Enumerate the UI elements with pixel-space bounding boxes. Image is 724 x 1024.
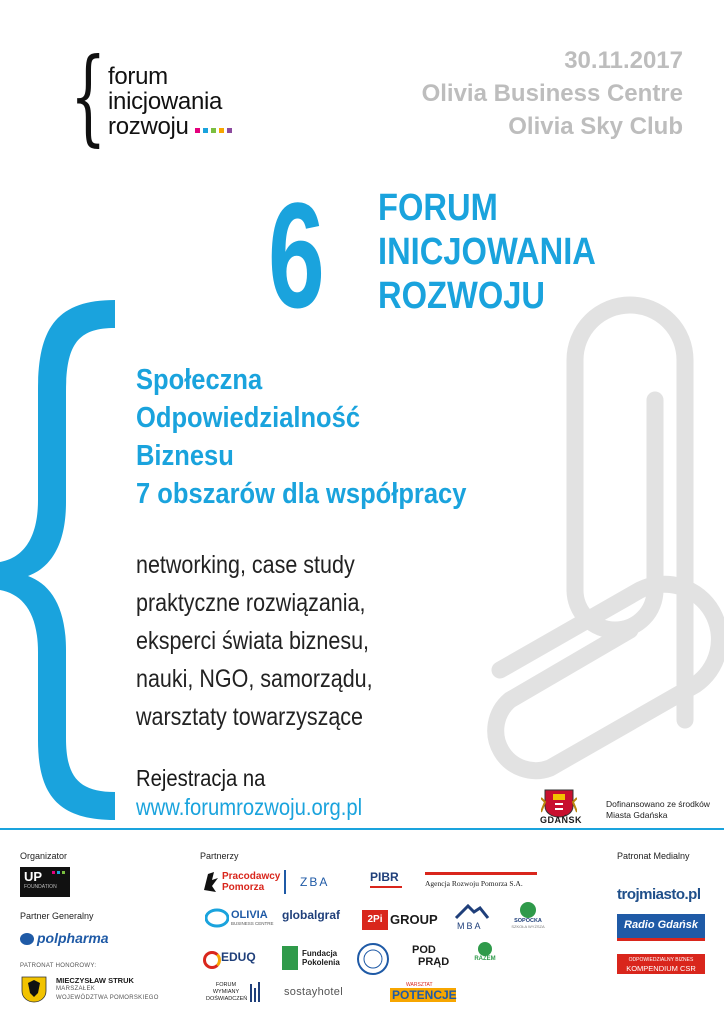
headline-line-2: Odpowiedzialność (136, 402, 361, 434)
title-line-1: FORUM (378, 187, 498, 229)
honorary-patron: MIECZYSŁAW STRUK MARSZAŁEK WOJEWÓDZTWA POMORSKIEGO (56, 976, 159, 1001)
headline (136, 361, 466, 513)
registration-link[interactable]: www.forumrozwoju.org.pl (136, 794, 363, 820)
organizer-logo: UP FOUNDATION (20, 867, 70, 897)
edition-number: 6 (268, 171, 325, 339)
forum-wymiany-logo: FORUM WYMIANY DOŚWIADCZEŃ (206, 982, 264, 1014)
griffin-icon (200, 870, 220, 894)
mba-mountain-icon (452, 902, 492, 920)
polpharma-logo: polpharma (20, 930, 109, 946)
details-line-1: networking, case study (136, 551, 355, 579)
eduq-logo: EDUQ (203, 948, 263, 970)
eduq-ring-icon (203, 951, 221, 969)
forum-title (378, 186, 596, 318)
title-line-2: INICJOWANIA (378, 231, 596, 273)
registration-label: Rejestracja na (136, 765, 266, 791)
details-line-3: eksperci świata biznesu, (136, 627, 370, 655)
cofunding-line-2: Miasta Gdańska (606, 810, 668, 820)
details-line-5: warsztaty towarzyszące (136, 703, 364, 731)
trojmiasto-logo: trojmiasto.pl (617, 886, 701, 903)
honorary-label: PATRONAT HONOROWY: (20, 963, 97, 969)
olivia-swirl-icon (205, 907, 229, 929)
partners-label: Partnerzy (200, 851, 239, 861)
event-venue-1: Olivia Business Centre (421, 80, 683, 107)
olivia-logo: OLIVIA BUSINESS CENTRE (205, 907, 277, 931)
details-line-4: nauki, NGO, samorządu, (136, 665, 373, 693)
warsztat-potencje-logo: WARSZTAT POTENCJE (392, 982, 457, 1002)
pracodawcy-pomorza-logo: Pracodawcy Pomorza (200, 868, 280, 896)
2pi-group-logo: 2Pi GROUP (362, 910, 436, 930)
headline-line-4: 7 obszarów dla współpracy (136, 478, 467, 510)
kompendium-csr-logo: ODPOWIEDZIALNY BIZNES KOMPENDIUM CSR (617, 954, 705, 974)
details-line-2: praktyczne rozwiązania, (136, 589, 366, 617)
details-list (136, 546, 373, 736)
logo-dots-icon (192, 114, 232, 139)
zba-logo: ZBA (284, 870, 348, 894)
event-info (422, 44, 683, 143)
event-date: 30.11.2017 (564, 47, 683, 74)
seal-logo-icon (356, 942, 390, 976)
cofunding-note (606, 799, 710, 821)
headline-line-1: Społeczna (136, 364, 263, 396)
fundacja-mark-icon (282, 946, 298, 970)
logo-line-1: forum (108, 63, 168, 90)
paperclip-decoration-icon (480, 290, 724, 790)
cofunding-line-1: Dofinansowano ze środków (606, 799, 710, 809)
organizer-label: Organizator (20, 851, 68, 861)
arp-logo: Agencja Rozwoju Pomorza S.A. (425, 872, 537, 895)
large-brace-icon (0, 300, 120, 820)
pomorskie-crest-icon (20, 975, 48, 1003)
globalgraf-logo: globalgraf (282, 908, 341, 922)
event-venue-2: Olivia Sky Club (508, 113, 683, 140)
media-patrons-label: Patronat Medialny (617, 851, 690, 861)
headline-line-3: Biznesu (136, 440, 234, 472)
radio-gdansk-logo: Radio Gdańsk (617, 914, 705, 941)
razem-logo: RAZEM (470, 942, 500, 976)
divider-line (0, 828, 724, 830)
gdansk-crest-icon (541, 786, 577, 818)
tree-icon (478, 942, 492, 956)
logo-brace-icon: { (70, 35, 107, 157)
sopocka-logo: SOPOCKA SZKOŁA WYŻSZA (508, 902, 548, 936)
gdansk-name: GDAŃSK (540, 815, 583, 825)
sopocka-wave-icon (520, 902, 536, 918)
pibr-logo: PIBR (370, 870, 408, 894)
polpharma-mark-icon (20, 933, 34, 945)
forum-logo (108, 64, 232, 139)
title-line-3: ROZWOJU (378, 275, 546, 317)
mba-logo: MBA (452, 902, 492, 934)
sostayhotel-logo: sostayhotel (284, 986, 343, 998)
fundacja-pokolenia-logo: Fundacja Pokolenia (282, 946, 346, 972)
logo-line-2: inicjowania (108, 88, 223, 115)
general-partner-label: Partner Generalny (20, 911, 94, 921)
pod-prad-logo: POD PRĄD (412, 944, 450, 968)
registration (136, 764, 362, 822)
logo-line-3: rozwoju (108, 113, 189, 140)
